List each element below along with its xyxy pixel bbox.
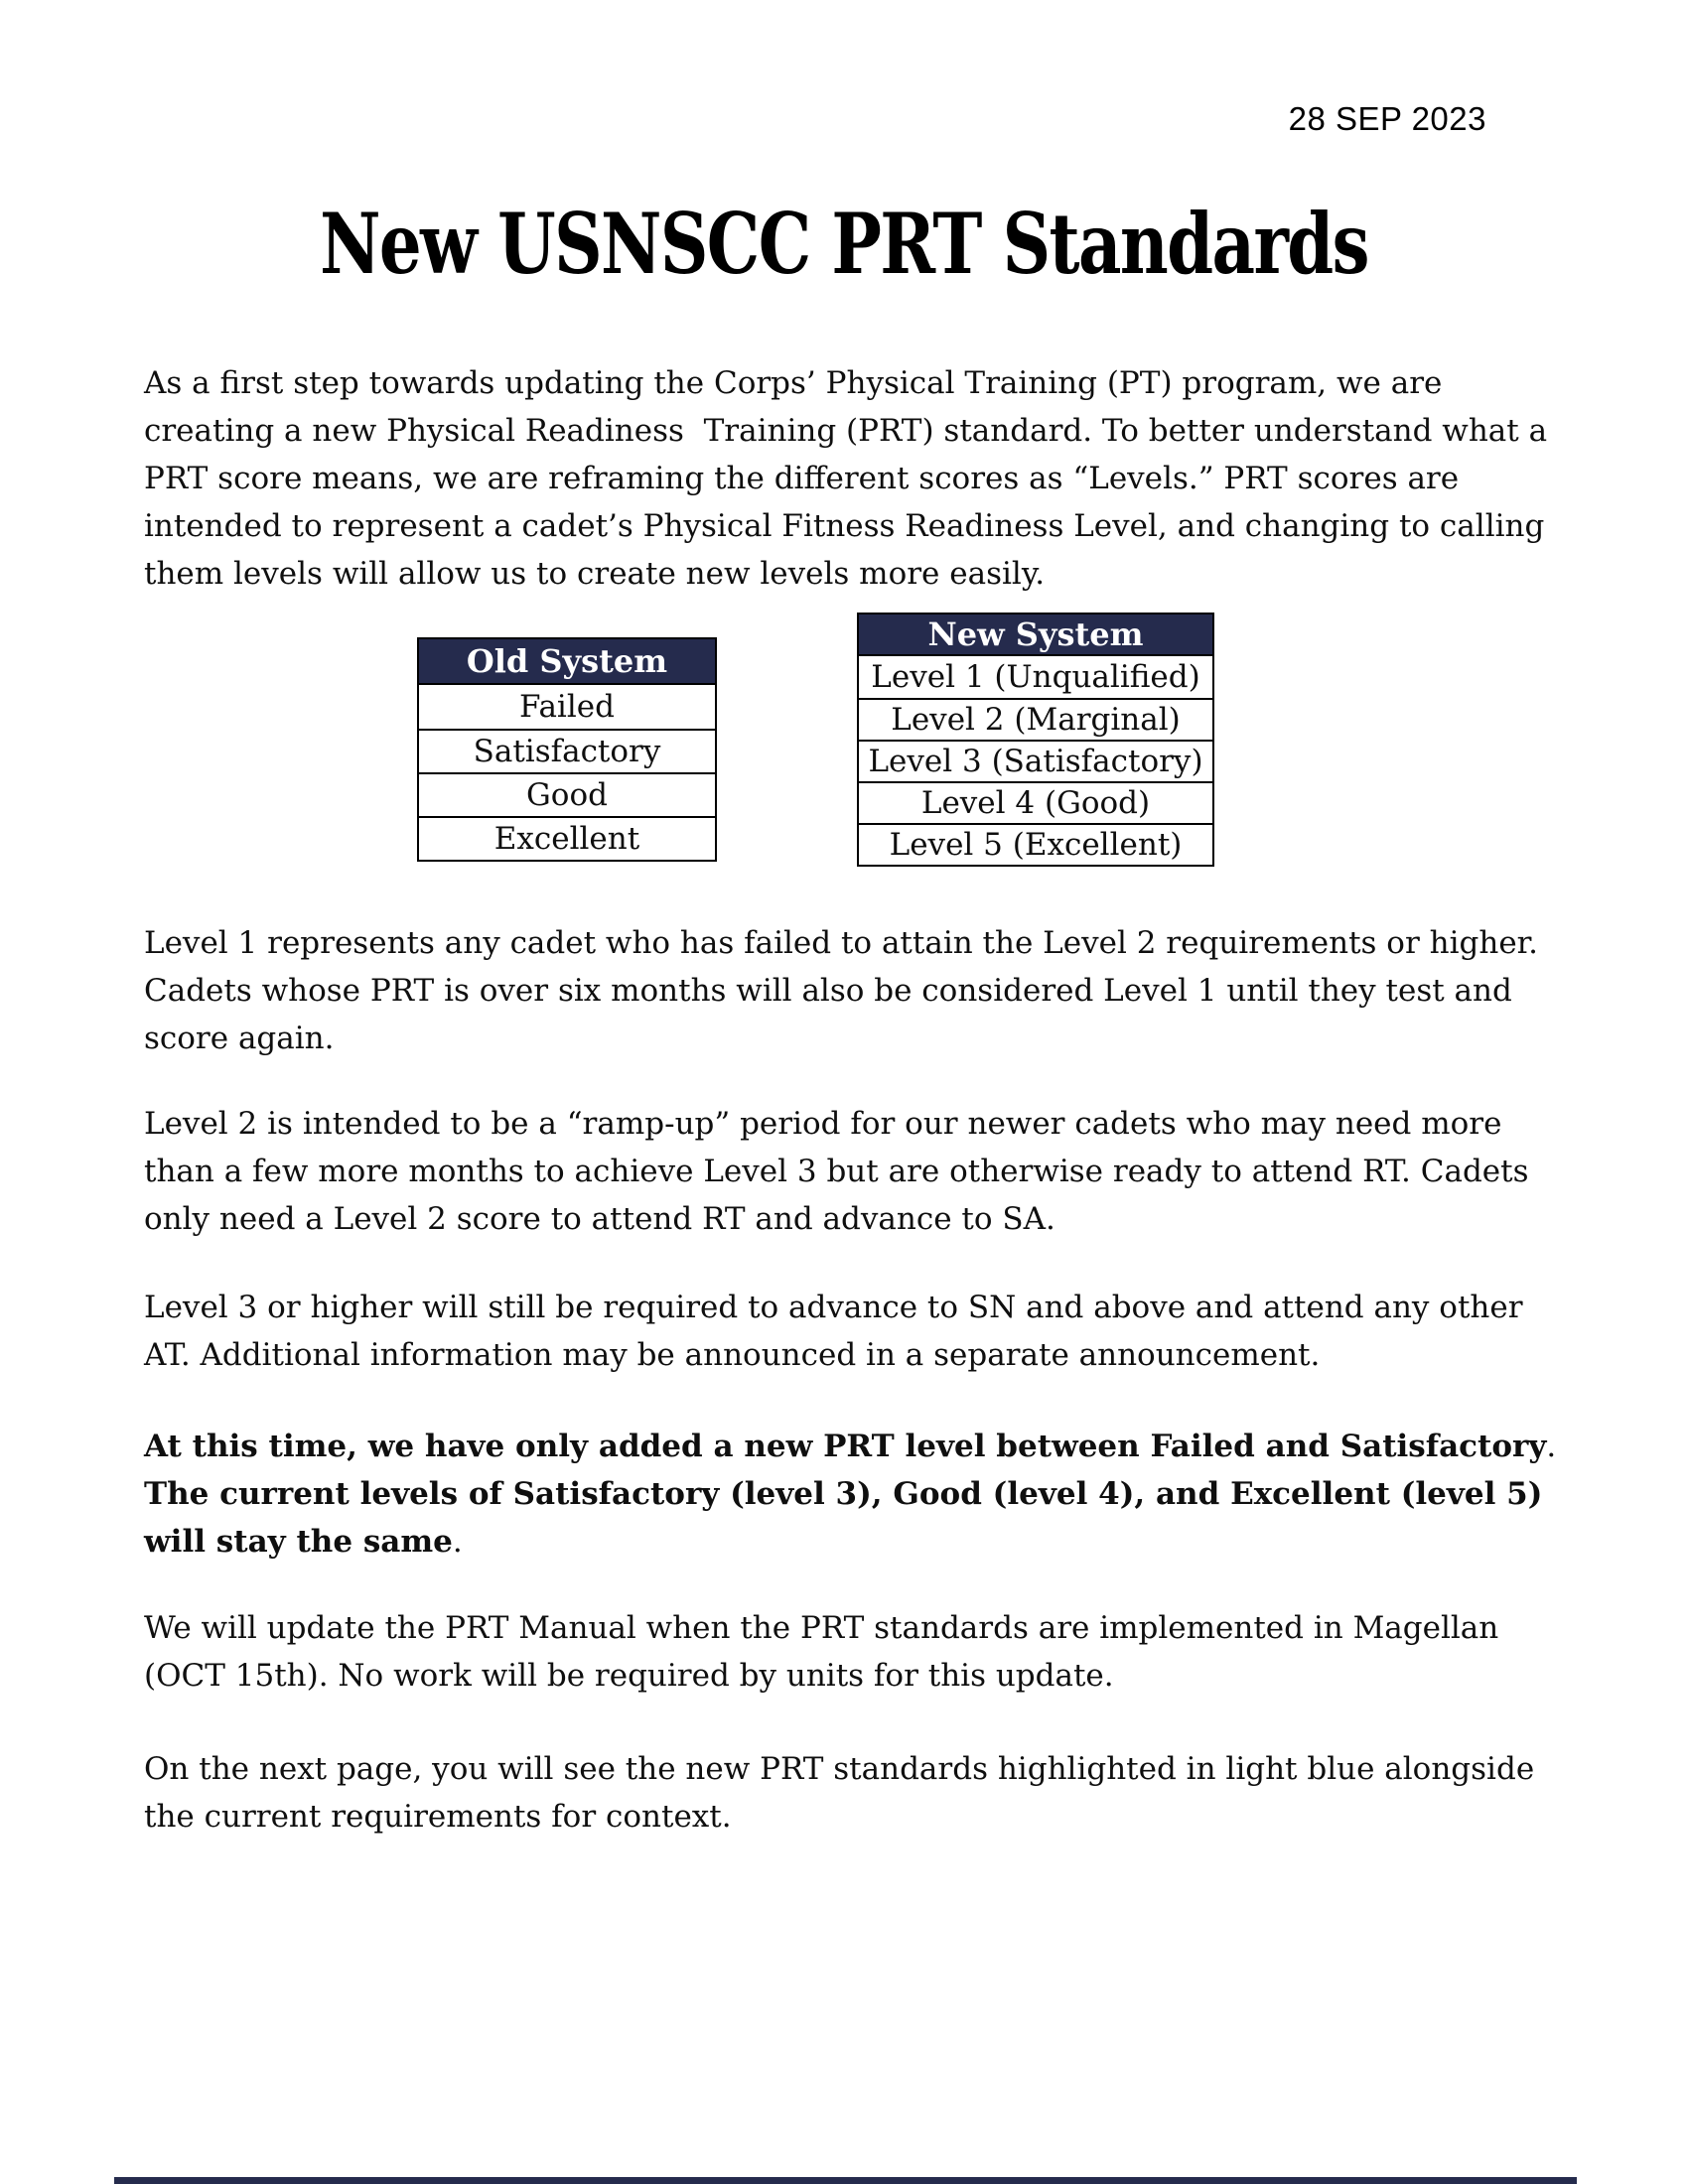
table-row: Excellent: [419, 816, 715, 860]
text-segment: As a first step towards updating the Corps’ Physical Training (PT) program, we are creating a new Physical Readiness Training (PRT) standard. To better understand what a PRT score means, we are reframing the different scores as “Levels.” PRT scores are intended to represent a cadet’s Physical Fitness Readiness Level, and changing to calling them levels will allow us to create new levels more easily.: [144, 365, 1557, 592]
table-row: Level 4 (Good): [859, 781, 1212, 823]
intro-paragraph: [144, 359, 1559, 598]
text-segment: On the next page, you will see the new PRT standards highlighted in light blue alongside the current requirements for context.: [144, 1751, 1545, 1835]
table-row: Failed: [419, 685, 715, 729]
table-row: Level 2 (Marginal): [859, 698, 1212, 740]
text-segment: The current levels of Satisfactory (level 3), Good (level 4), and Excellent (level 5) will stay the same: [144, 1476, 1554, 1560]
table-row: Level 1 (Unqualified): [859, 656, 1212, 698]
date-stamp: 28 SEP 2023: [1288, 100, 1486, 137]
text-segment: Level 1 represents any cadet who has failed to attain the Level 2 requirements or higher. Cadets whose PRT is over six months will also be considered Level 1 until they test and score again.: [144, 925, 1548, 1056]
text-segment: Level 2 is intended to be a “ramp-up” period for our newer cadets who may need more than a few more months to achieve Level 3 but are otherwise ready to attend RT. Cadets only need a Level 2 score to attend RT and advance to SA.: [144, 1106, 1539, 1237]
table-row: Satisfactory: [419, 729, 715, 772]
text-segment: .: [452, 1524, 463, 1560]
new-system-table-body: [859, 656, 1212, 865]
level2-paragraph: [144, 1100, 1559, 1243]
table-row: Level 3 (Satisfactory): [859, 740, 1212, 781]
table-row: Level 5 (Excellent): [859, 823, 1212, 865]
text-segment: We will update the PRT Manual when the PRT standards are implemented in Magellan (OCT 15th). No work will be required by units for this update.: [144, 1610, 1509, 1694]
document-title: New USNSCC PRT Standards: [320, 195, 1368, 293]
manual-update-paragraph: [144, 1604, 1559, 1700]
old-system-table: [417, 637, 717, 862]
table-row: Good: [419, 772, 715, 816]
text-segment: Level 3 or higher will still be required to advance to SN and above and attend any other AT. Additional information may be announced in a separate announcement.: [144, 1290, 1533, 1373]
emphasis-paragraph: [144, 1423, 1567, 1566]
next-page-table-top-edge: [114, 2177, 1577, 2184]
text-segment: .: [1546, 1429, 1567, 1464]
text-segment: At this time, we have only added a new PRT level between Failed and Satisfactory: [144, 1429, 1547, 1464]
old-system-table-body: [419, 685, 715, 860]
new-system-table-header: New System: [859, 614, 1212, 656]
level3-paragraph: [144, 1284, 1559, 1379]
old-system-table-header: Old System: [419, 639, 715, 685]
next-page-paragraph: [144, 1745, 1559, 1841]
new-system-table: [857, 613, 1214, 867]
level1-paragraph: [144, 919, 1559, 1062]
